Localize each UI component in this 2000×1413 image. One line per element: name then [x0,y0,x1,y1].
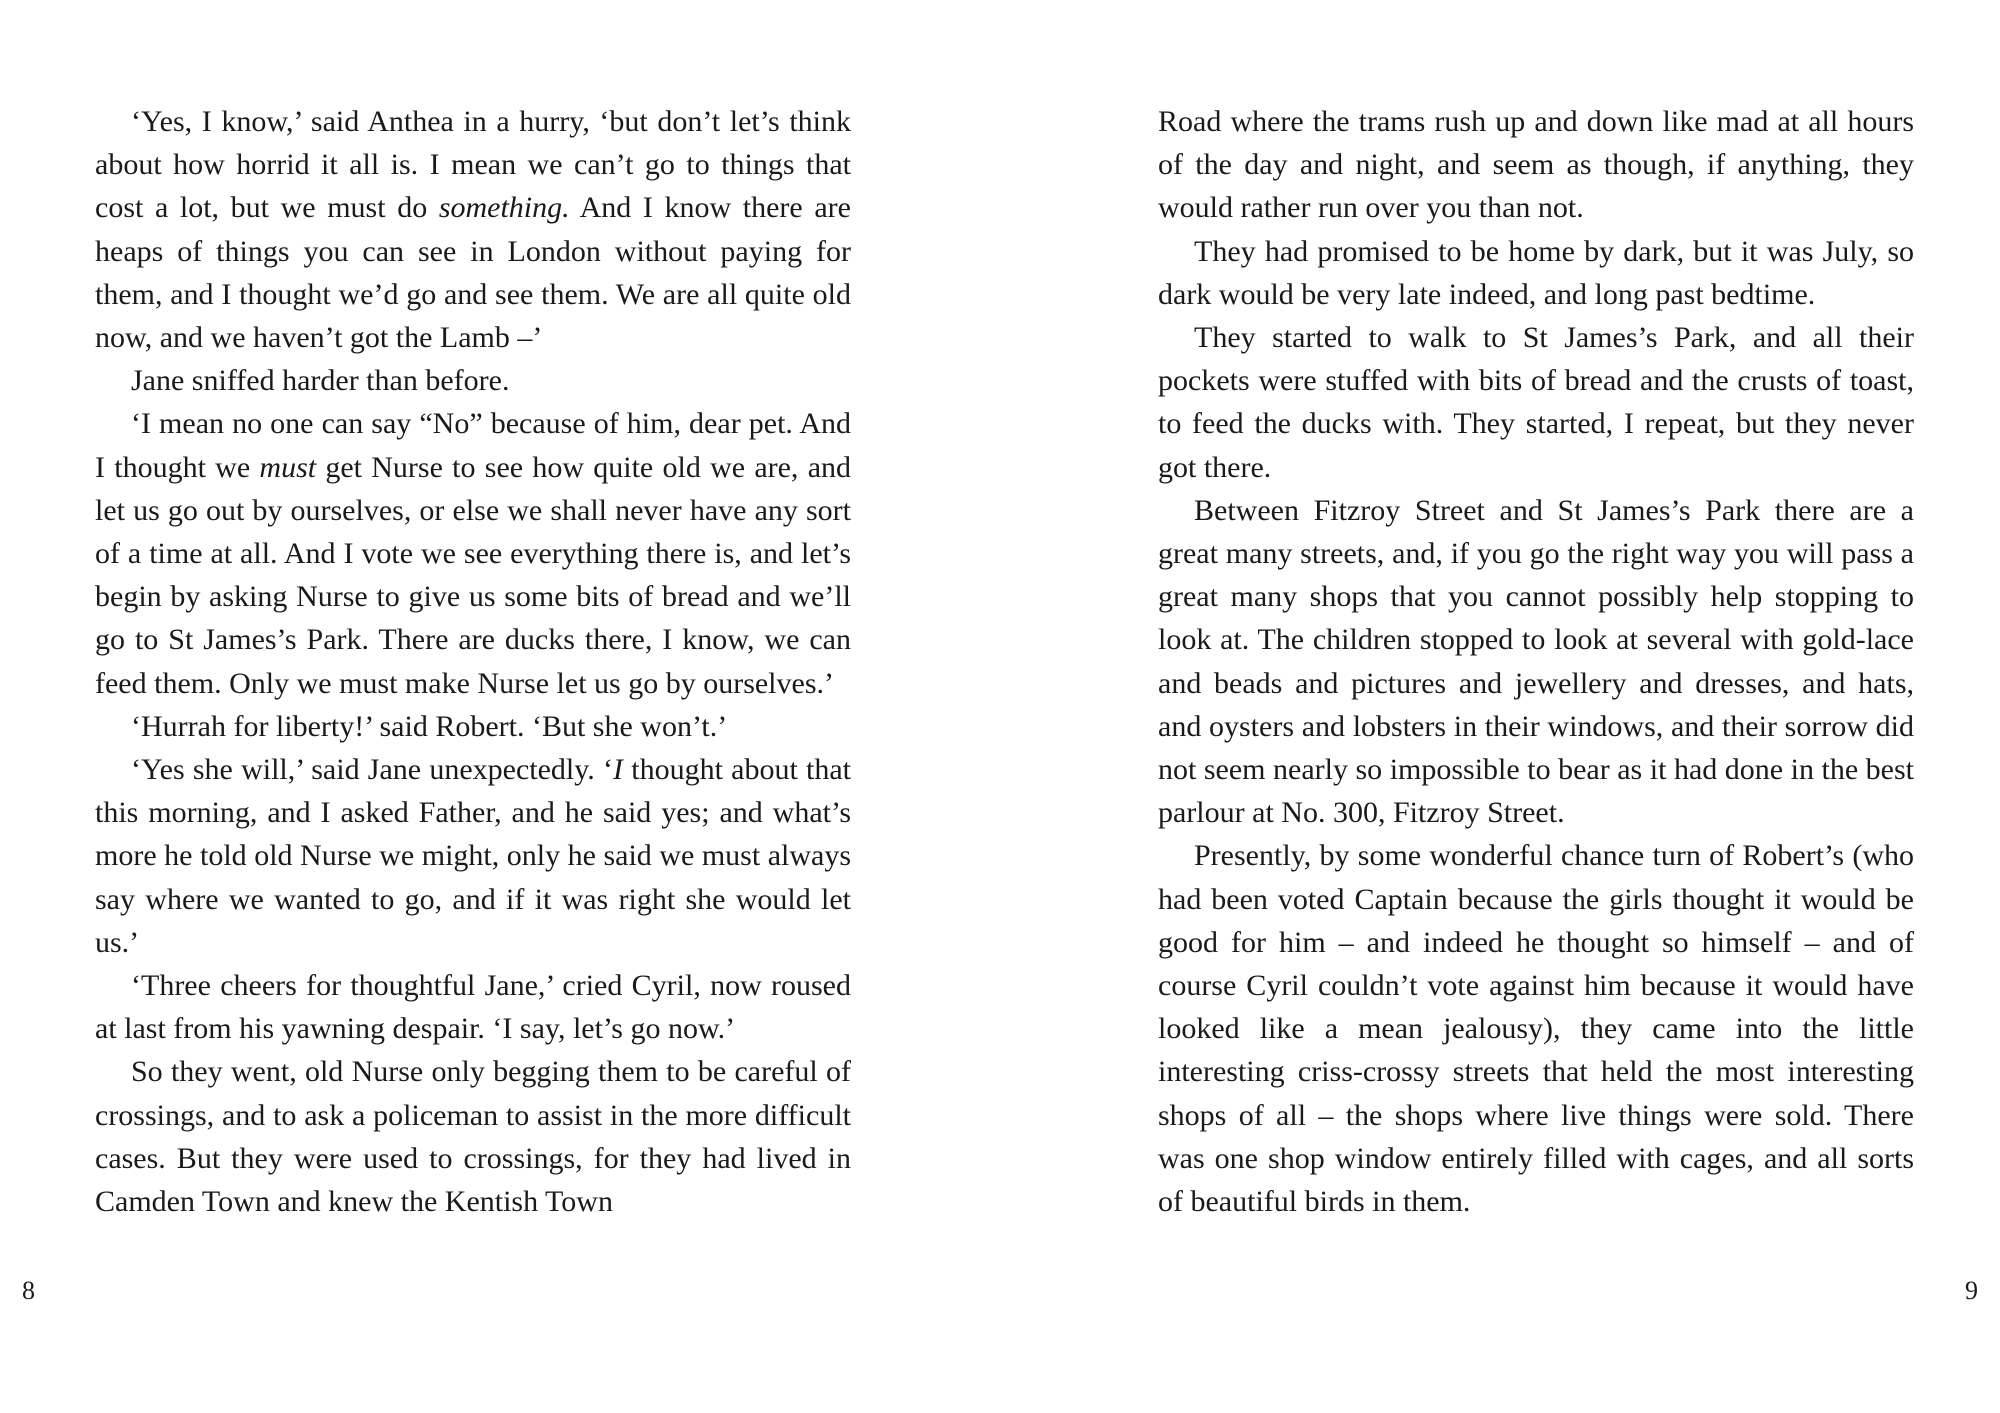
right-page [1000,0,2000,1413]
italic-text: something. [438,191,570,225]
paragraph [95,402,851,704]
text-run: ‘Yes she will,’ said Jane unexpectedly. ‘ [131,753,614,787]
paragraph [1158,100,1914,230]
paragraph [95,359,851,402]
paragraph [95,705,851,748]
text-run: Between Fitzroy Street and St James’s Park there are a great many streets, and, if you go the right way you will pass a great many shops that you cannot possibly help stopping to look at. The children stopped to look at several with gold-lace and beads and pictures and jewellery and dresses, and hats, and oysters and lobsters in their windows, and their sorrow did not seem nearly so impossible to bear as it had done in the best parlour at No. 300, Fitzroy Street. [1158,493,1914,830]
text-run: get Nurse to see how quite old we are, and let us go out by ourselves, or else we shall never have any sort of a time at all. And I vote we see everything there is, and let’s begin by asking Nurse to give us some bits of bread and we’ll go to St James’s Park. There are ducks there, I know, we can feed them. Only we must make Nurse let us go by ourselves.’ [95,450,852,700]
text-run: thought about that this morning, and I asked Father, and he said yes; and what’s more he told old Nurse we might, only he said we must always say where we wanted to go, and if it was right she would let us.’ [95,753,851,959]
paragraph [1158,316,1914,489]
page-number-right: 9 [1965,1276,1978,1305]
page-number-left: 8 [22,1276,35,1305]
italic-text: I [613,753,624,787]
paragraph [95,748,851,964]
text-run: ‘Three cheers for thoughtful Jane,’ cried Cyril, now roused at last from his yawning despair. ‘I say, let’s go now.’ [95,969,851,1046]
paragraph [95,100,851,359]
italic-text: must [259,450,317,484]
text-run: They started to walk to St James’s Park, and all their pockets were stuffed with bits of bread and the crusts of toast, to feed the ducks with. They started, I repeat, but they never got there. [1158,321,1914,484]
paragraph [1158,230,1914,316]
text-run: They had promised to be home by dark, but it was July, so dark would be very late indeed, and long past bedtime. [1158,234,1914,311]
paragraph [95,1050,851,1223]
paragraph [1158,489,1914,835]
right-page-text [1158,100,1914,1223]
text-run: Road where the trams rush up and down like mad at all hours of the day and night, and seem as though, if anything, they would rather run over you than not. [1158,105,1914,225]
text-run: So they went, old Nurse only begging them to be careful of crossings, and to ask a policeman to assist in the more difficult cases. But they were used to crossings, for they had lived in Camden Town and knew the Kentish Town [95,1055,851,1219]
text-run: ‘I mean no one can say “No” because of him, dear pet. And I thought we [95,407,851,484]
text-run: Jane sniffed harder than before. [131,364,510,398]
text-run: Presently, by some wonderful chance turn of Robert’s (who had been voted Captain because the girls thought it would be good for him – and indeed he thought so himself – and of course Cyril couldn’t vote against him because it would have looked like a mean jealousy), they came into the little interesting criss-crossy streets that held the most interesting shops of all – the shops where live things were sold. There was one shop window entirely filled with cages, and all sorts of beautiful birds in them. [1158,839,1914,1219]
paragraph [95,964,851,1050]
text-run: ‘Hurrah for liberty!’ said Robert. ‘But she won’t.’ [131,709,728,743]
left-page-text [95,100,851,1223]
text-run: ‘Yes, I know,’ said Anthea in a hurry, ‘but don’t let’s think about how horrid it all is. I mean we can’t go to things that cost a lot, but we must do [95,105,851,225]
text-run: And I know there are heaps of things you can see in London without paying for them, and I thought we’d go and see them. We are all quite old now, and we haven’t got the Lamb –’ [95,191,851,355]
paragraph [1158,834,1914,1223]
